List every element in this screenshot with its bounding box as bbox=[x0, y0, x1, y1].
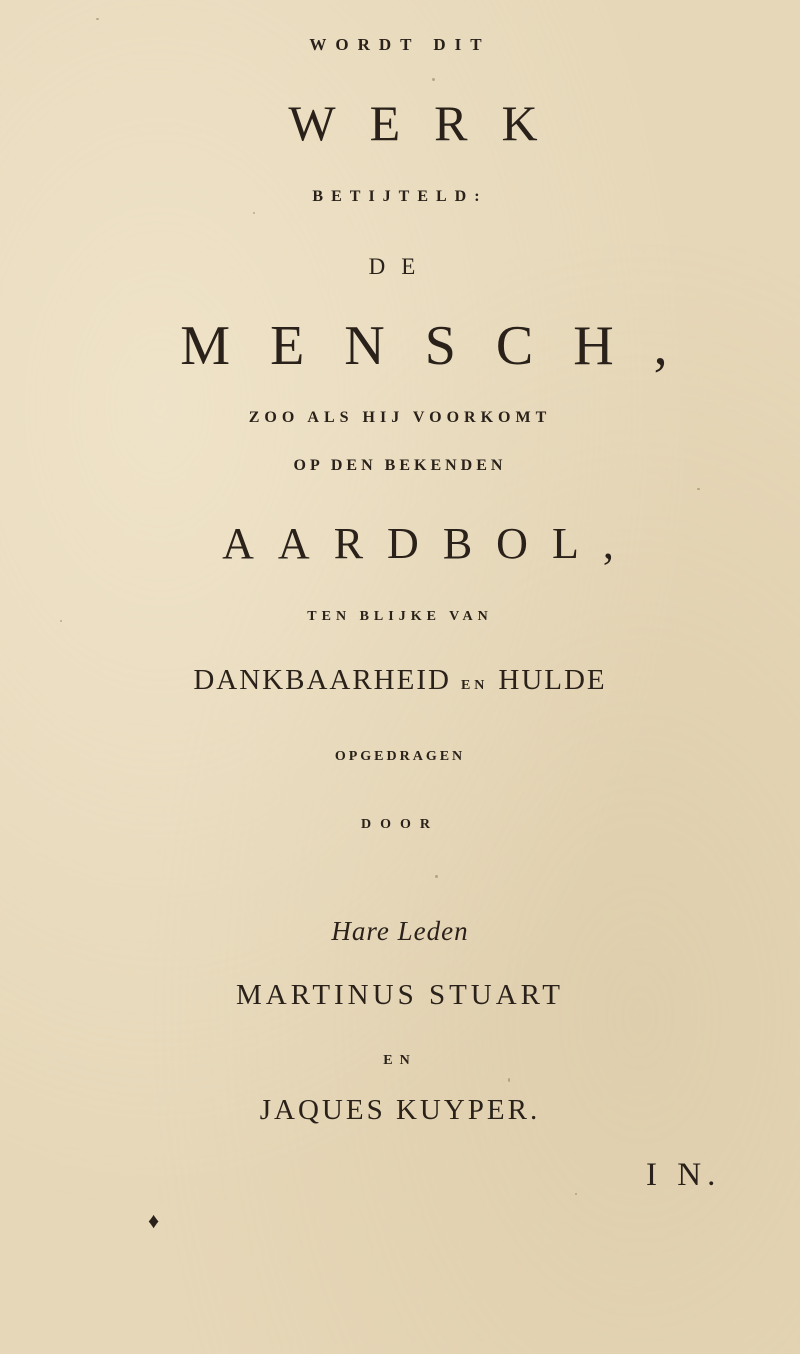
signature-mark: I N. bbox=[646, 1157, 722, 1193]
heading-mensch: MENSCH, bbox=[180, 315, 708, 377]
text-ten-blijke-van: TEN BLIJKE VAN bbox=[307, 609, 493, 624]
paper-speck bbox=[96, 18, 99, 20]
text-en-conjunction: EN bbox=[383, 1053, 417, 1068]
author-martinus-stuart: MARTINUS STUART bbox=[235, 979, 564, 1011]
author-jaques-kuyper: JAQUES KUYPER. bbox=[259, 1094, 541, 1126]
paper-speck bbox=[435, 875, 438, 878]
paper-speck bbox=[697, 488, 700, 490]
text-hare-leden: Hare Leden bbox=[331, 916, 469, 946]
text-op-den-bekenden: OP DEN BEKENDEN bbox=[293, 457, 507, 474]
text-zoo-als-hij-voorkomt: ZOO ALS HIJ VOORKOMT bbox=[248, 409, 552, 426]
paper-speck bbox=[575, 1193, 577, 1195]
paper-speck bbox=[508, 1078, 510, 1082]
heading-de: DE bbox=[368, 254, 432, 279]
heading-betijteld: BETIJTELD: bbox=[312, 188, 488, 205]
word-dankbaarheid: DANKBAARHEID bbox=[193, 664, 451, 696]
heading-dankbaarheid-en-hulde bbox=[0, 666, 800, 695]
word-en: EN bbox=[460, 678, 489, 693]
diamond-ornament-icon: ♦ bbox=[148, 1208, 160, 1233]
word-hulde: HULDE bbox=[498, 664, 607, 696]
text-door: DOOR bbox=[361, 817, 439, 832]
heading-aardbol: AARDBOL, bbox=[222, 519, 638, 568]
paper-speck bbox=[60, 620, 62, 622]
heading-wordt-dit: WORDT DIT bbox=[309, 35, 491, 54]
paper-speck bbox=[253, 212, 255, 214]
text-opgedragen: OPGEDRAGEN bbox=[334, 749, 466, 764]
heading-werk: WERK bbox=[288, 95, 572, 151]
paper-speck bbox=[432, 78, 435, 81]
